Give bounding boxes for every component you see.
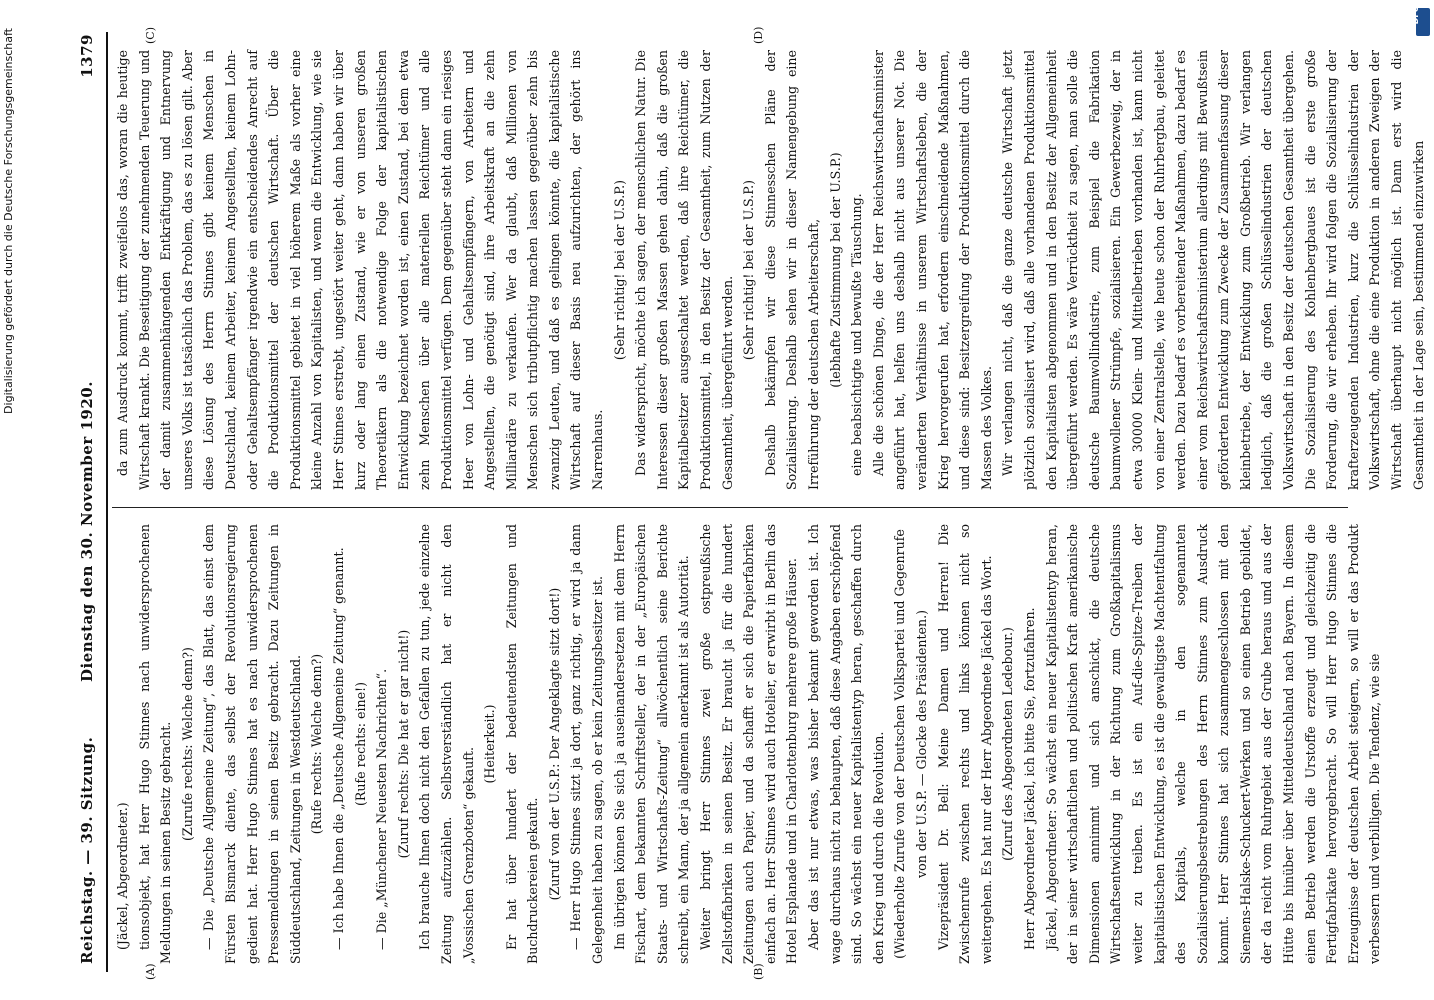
paragraph: Alle die schönen Dinge, die der Herr Reichswirtschaftsminister angeführt hat, helfen uns deshalb nicht aus unserer Not. Die veränderten Verhältnisse in unserem Wirtschaftsleben, die der Krieg hervorgerufen hat, erfordern einschneidende Maßnahmen, und diese sind: Besitzergreifung der Produktionsmittel durch die Massen des Volkes. bbox=[870, 50, 994, 490]
paragraph: — Herr Hugo Stinnes sitzt ja dort, ganz richtig, er wird ja dann Gelegenheit haben zu sagen, ob er kein Zeitungsbesitzer ist. bbox=[568, 524, 606, 964]
paragraph: Wir verlangen nicht, daß die ganze deutsche Wirtschaft jetzt plötzlich sozialisiert wird, daß alle vorhandenen Produktionsmittel den Kapitalisten abgenommen und in den Besitz der Allgemeinheit übergeführt werden. Es wäre Verrücktheit zu sagen, man solle die deutsche Baumwollindustrie, zum Beispiel die Fabrikation baumwollener Strümpfe, sozialisieren. Ein Gewerbezweig, der in etwa 30000 Klein- und Mittelbetrieben vorhanden ist, kann nicht von einer Zentralstelle, wie heute schon der Ruhrbergbau, geleitet werden. Dazu bedarf es vorbereitender Maßnahmen, dazu bedarf es einer vom Reichswirtschaftsministerium allerdings mit Bewußtsein geförderten Entwicklung zum Zwecke der Zusammenfassung dieser kleinbetriebe, der Entwicklung zum Großbetrieb. Wir verlangen lediglich, daß die großen Schlüsselindustrien der deutschen Volkswirtschaft in den Besitz der deutschen Gesamtheit übergehen. Die Sozialisierung des Kohlenbergbaues ist die erste große Forderung, die wir erheben. Ihr wird folgen die Sozialisierung der krafterzeugenden Industrien, kurz die Schlüsselindustrien der Volkswirtschaft, ohne die eine Produktion in anderen Zweigen der Wirtschaft überhaupt nicht möglich ist. Dann erst wird die Gesamtheit in der Lage sein, bestimmend einzuwirken bbox=[1000, 50, 1426, 490]
paragraph: Vizepräsident Dr. Bell: Meine Damen und Herren! Die Zwischenrufe zwischen rechts und links können nicht so weitergehen. Es hat nur der Herr Abgeordnete Jäckel das Wort. bbox=[935, 524, 994, 964]
paragraph: — Die „Münchener Neuesten Nachrichten“. bbox=[374, 668, 390, 950]
interjection: (Rufe rechts: eine!) bbox=[352, 681, 368, 807]
interjection: (Zurufe rechts: Welche denn?) bbox=[179, 647, 195, 841]
text-column-right bbox=[112, 50, 1426, 490]
margin-marker-c: (C) bbox=[144, 27, 157, 44]
paragraph: Jäckel, Abgeordneter: So wächst ein neuer Kapitalistentyp heran, der in seiner wirtschaftlichen und politischen Kraft amerikanische Dimensionen annimmt und sich anschickt, die deutsche Wirtschaftsentwicklung in der Richtung zum Großkapitalismus weiter zu treiben. Es ist ein Auf-die-Spitze-Treiben der kapitalistischen Entwicklung, es ist die gewaltigste Machtentfaltung des Kapitals, welche in den sogenannten Sozialisierungsbestrebungen des Herrn Stinnes zum Ausdruck kommt. Herr Stinnes hat sich zusammengeschlossen mit den Siemens-Halske-Schuckert-Werken und so einen Betrieb gebildet, der da reicht vom Ruhrgebiet aus der Grube heraus und aus der Hütte bis hinüber über Mitteldeutschland nach Bayern. In diesem einen Betrieb werden die Urstoffe erzeugt und gleichzeitig die Fertigfabrikate hervorgebracht. So will Herr Hugo Stinnes die Erzeugnisse der deutschen Arbeit steigern, so will er das Produkt verbessern und verbilligen. Die Tendenz, wie sie bbox=[1043, 524, 1383, 964]
interjection: (Zuruf von der U.S.P.: Der Angeklagte sitzt dort!) bbox=[546, 587, 562, 901]
header-date: Dienstag den 30. November 1920. bbox=[78, 381, 96, 682]
paragraph: Weiter bringt Herr Stinnes zwei große ostpreußische Zellstoffabriken in seinen Besitz. Er braucht ja für die hundert Zeitungen auch Papier, und da schafft er sich die Papierfabriken einfach an. Herr Stinnes wird auch Hotelier, er erwirbt in Berlin das Hotel Esplanade und in Charlottenburg mehrere große Häuser. bbox=[698, 524, 800, 964]
paragraph: Herr Abgeordneter Jäckel, ich bitte Sie, fortzufahren. bbox=[1021, 607, 1037, 950]
interjection: (lebhafte Zustimmung bei der U.S.P.) bbox=[827, 152, 843, 388]
text-column-left bbox=[112, 524, 1383, 964]
paragraph: — Die „Deutsche Allgemeine Zeitung“, das Blatt, das einst dem Fürsten Bismarck diente, das selbst der Revolutionsregierung gedient hat. Herr Hugo Stinnes hat es nach unwidersprochenen Pressemeldungen in seinen Besitz gebracht. Dazu Zeitungen in Süddeutschland, Zeitungen in Westdeutschland. bbox=[201, 524, 303, 964]
margin-marker-d: (D) bbox=[752, 26, 765, 44]
paragraph: da zum Ausdruck kommt, trifft zweifellos das, woran die heutige Wirtschaft krankt. Die Beseitigung der zunehmenden Teuerung und der damit zusammenhängenden Entkräftigung und Entnervung unseres Volks ist tatsächlich das Problem, das es zu lösen gilt. Aber diese Lösung des Herrn Stinnes gibt keinem Menschen in Deutschland, keinem Arbeiter, keinem Angestellten, keinem Lohn- oder Gehaltsempfänger irgendwie ein entscheidendes Anrecht auf die Produktionsmittel der deutschen Wirtschaft. Über die Produktionsmittel gebietet in viel höherem Maße als vorher eine kleine Anzahl von Kapitalisten, und wenn die Entwicklung, wie sie Herr Stinnes erstrebt, ungestört weiter geht, dann haben wir über kurz oder lang einen Zustand, wie er von unseren großen Theoretikern als die notwendige Folge der kapitalistischen Entwicklung bezeichnet worden ist, einen Zustand, bei dem etwa zehn Menschen über alle materiellen Reichtümer und alle Produktionsmittel verfügen. Dem gegenüber steht dann ein riesiges Heer von Lohn- und Gehaltsempfängern, von Arbeitern und Angestellten, die genötigt sind, ihre Arbeitskraft an die zehn Milliardäre zu verkaufen. Wer da glaubt, daß Millionen von Menschen sich tributpflichtig machen lassen gegenüber zehn bis zwanzig Leuten, und daß es gelingen könnte, die kapitalistische Wirtschaft auf dieser Basis neu aufzurichten, der gehört ins Narrenhaus. bbox=[115, 50, 606, 490]
margin-marker-b: (B) bbox=[752, 963, 765, 980]
paragraph: Er hat über hundert der bedeutendsten Zeitungen und Buchdruckereien gekauft. bbox=[503, 524, 541, 964]
paragraph: Aber das ist nur etwas, was bisher bekannt geworden ist. Ich wage durchaus nicht zu behaupten, daß diese Angaben erschöpfend sind. So wächst ein neuer Kapitalistentyp heran, geschaffen durch den Krieg und durch die Revolution. bbox=[806, 524, 886, 964]
paragraph: Das widerspricht, möchte ich sagen, der menschlichen Natur. Die Interessen dieser großen Massen gehen dahin, daß die großen Kapitalbesitzer ausgeschaltet werden, daß ihre Reichtümer, die Produktionsmittel, in den Besitz der Gesamtheit, zum Nutzen der Gesamtheit, übergeführt werden. bbox=[633, 50, 735, 490]
paragraph: Im übrigen können Sie sich ja auseinandersetzen mit dem Herrn Fischart, dem bekannten Schriftsteller, der in der „Europäischen Staats- und Wirtschafts-Zeitung“ allwöchentlich seine Berichte schreibt, ein Mann, der ja allgemein anerkannt ist als Autorität. bbox=[611, 524, 692, 964]
dfg-logo bbox=[1411, 5, 1430, 36]
margin-marker-a: (A) bbox=[144, 963, 157, 980]
paragraph: Ich brauche Ihnen doch nicht den Gefallen zu tun, jede einzelne Zeitung aufzuzählen. Selbstverständlich hat er nicht den „Vossischen Grenzboten“ gekauft. bbox=[417, 524, 476, 964]
page-number: 1379 bbox=[78, 34, 96, 78]
column-divider bbox=[112, 507, 1348, 508]
interjection: (Rufe rechts: Welche denn?) bbox=[309, 653, 325, 835]
interjection: (Wiederholte Zurufe von der Deutschen Volkspartei und Gegenrufe von der U.S.P. — Glocke des Präsidenten.) bbox=[892, 529, 929, 959]
rotated-print-area bbox=[72, 22, 1426, 982]
interjection: (Zuruf rechts: Die hat er gar nicht!) bbox=[395, 629, 411, 859]
header-rule bbox=[106, 32, 108, 972]
interjection: (Heiterkeit.) bbox=[482, 704, 498, 784]
header-session: Reichstag. — 39. Sitzung. bbox=[78, 736, 96, 964]
paragraph: — Ich habe Ihnen die „Deutsche Allgemeine Zeitung“ genannt. bbox=[330, 547, 346, 950]
dfg-logo-text: DFG bbox=[1411, 5, 1420, 25]
page-header bbox=[72, 22, 104, 982]
paragraph: Deshalb bekämpfen wir diese Stinnesschen Pläne der Sozialisierung. Deshalb sehen wir in dieser Namengebung eine Irreführung der deutschen Arbeiterschaft, bbox=[762, 50, 821, 490]
paragraph: eine beabsichtigte und bewußte Täuschung. bbox=[849, 193, 865, 476]
interjection: (Zuruf des Abgeordneten Ledebour.) bbox=[1000, 627, 1016, 861]
interjection: (Sehr richtig! bei der U.S.P.) bbox=[611, 179, 627, 361]
interjection: (Sehr richtig! bei der U.S.P.) bbox=[741, 179, 757, 361]
digitization-credit: Digitalisierung gefördert durch die Deutsche Forschungsgemeinschaft bbox=[2, 28, 15, 414]
paragraph: tionsobjekt, hat Herr Hugo Stinnes nach unwidersprochenen Meldungen in seinen Besitz gebracht. bbox=[136, 524, 174, 964]
paragraph: (Jäckel, Abgeordneter.) bbox=[115, 802, 130, 950]
